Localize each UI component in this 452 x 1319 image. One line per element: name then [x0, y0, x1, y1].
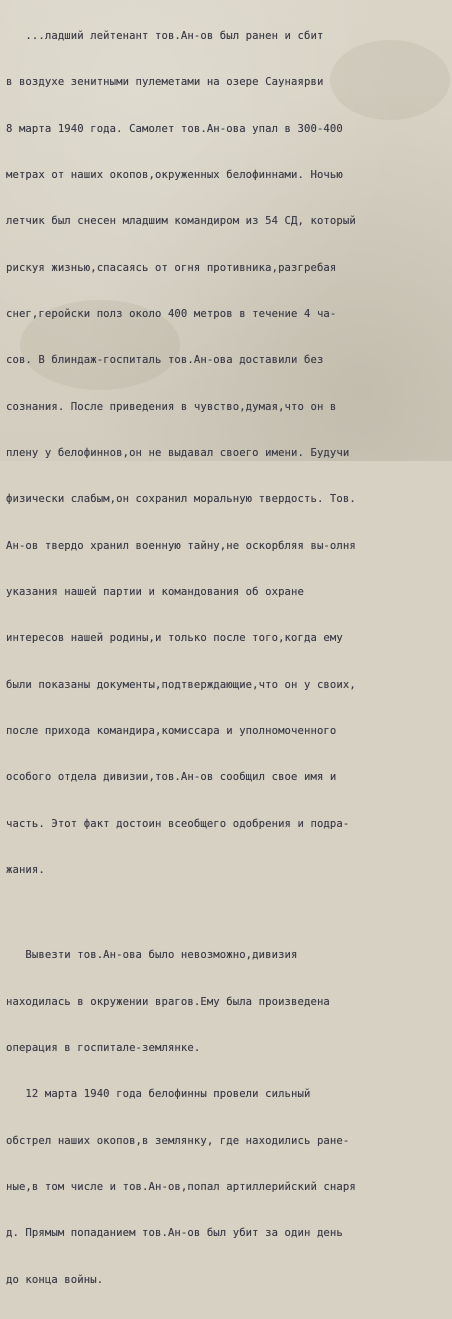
text-line: д. Прямым попаданием тов.Ан-ов был убит за один день — [6, 1227, 343, 1240]
text-line: жания. — [6, 864, 45, 877]
text-line: физически слабым,он сохранил моральную твердость. Тов. — [6, 493, 356, 506]
text-line: Ан-ов твердо хранил военную тайну,не оскорбляя вы-олня — [6, 539, 356, 552]
text-line: 12 марта 1940 года белофинны провели сильный — [6, 1088, 311, 1101]
document-body — [6, 0, 450, 1319]
text-line: летчик был снесен младшим командиром из 54 СД, который — [6, 215, 356, 228]
text-line: были показаны документы,подтверждающие,что он у своих, — [6, 678, 356, 691]
text-line: особого отдела дивизии,тов.Ан-ов сообщил свое имя и — [6, 771, 337, 784]
text-line: метрах от наших окопов,окруженных белофиннами. Ночью — [6, 168, 343, 181]
text-line: рискуя жизнью,спасаясь от огня противника,разгребая — [6, 261, 337, 274]
text-line: Вывезти тов.Ан-ова было невозможно,дивизия — [6, 949, 298, 962]
text-line: находилась в окружении врагов.Ему была произведена — [6, 995, 330, 1008]
text-line: ...ладший лейтенант тов.Ан-ов был ранен и сбит — [6, 29, 324, 42]
text-line: операция в госпитале-землянке. — [6, 1042, 201, 1055]
text-line: сознания. После приведения в чувство,думая,что он в — [6, 400, 337, 413]
text-line: после прихода командира,комиссара и уполномоченного — [6, 725, 337, 738]
text-line: 8 марта 1940 года. Самолет тов.Ан-ова упал в 300-400 — [6, 122, 343, 135]
text-line: часть. Этот факт достоин всеобщего одобрения и подра- — [6, 817, 350, 830]
text-line: до конца войны. — [6, 1273, 104, 1286]
text-line: указания нашей партии и командования об охране — [6, 586, 304, 599]
text-line: снег,геройски полз около 400 метров в течение 4 ча- — [6, 307, 337, 320]
text-line: интересов нашей родины,и только после того,когда ему — [6, 632, 343, 645]
text-line: в воздухе зенитными пулеметами на озере Саунаярви — [6, 76, 324, 89]
text-line: ные,в том числе и тов.Ан-ов,попал артиллерийский снаря — [6, 1181, 356, 1194]
text-line: обстрел наших окопов,в землянку, где находились ране- — [6, 1134, 350, 1147]
text-line: плену у белофиннов,он не выдавал своего имени. Будучи — [6, 447, 350, 459]
text-line: сов. В блиндаж-госпиталь тов.Ан-ова доставили без — [6, 354, 324, 367]
paragraph-gap — [6, 909, 450, 917]
